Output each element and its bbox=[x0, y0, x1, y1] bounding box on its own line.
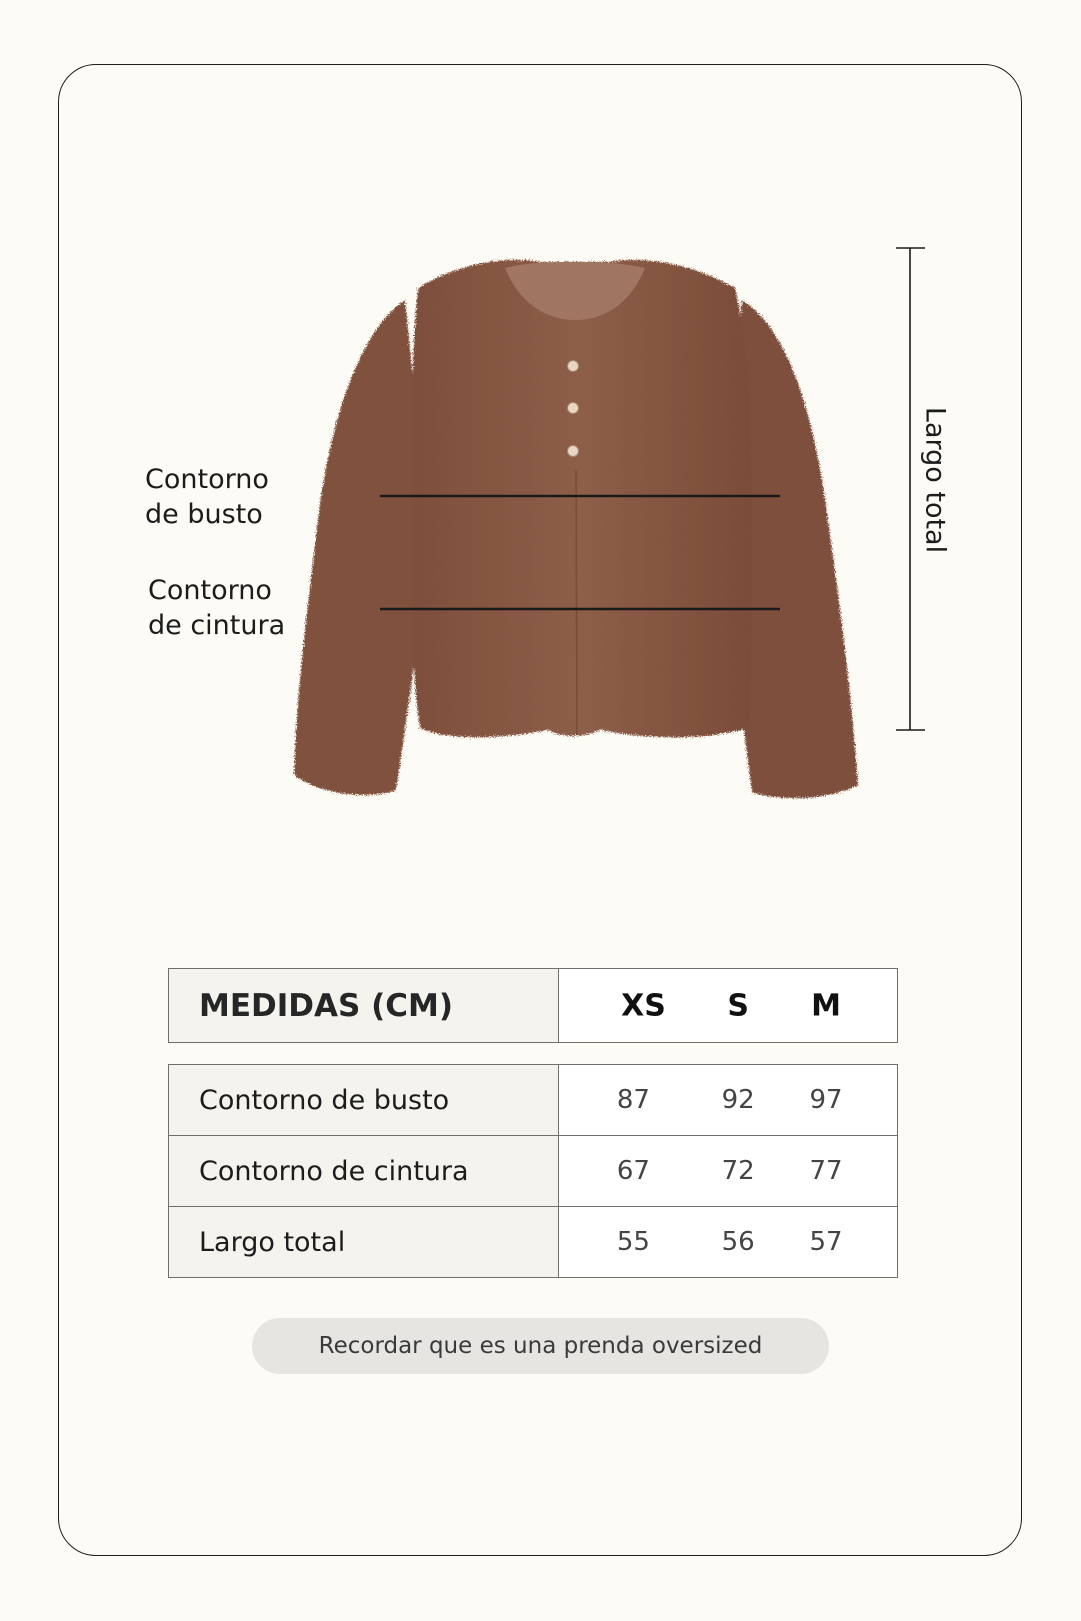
value-cell: 67 bbox=[616, 1156, 650, 1186]
value-cell: 77 bbox=[809, 1156, 843, 1186]
length-label: Largo total bbox=[919, 406, 951, 554]
button-icon bbox=[568, 446, 579, 457]
header-title-cell bbox=[169, 969, 559, 1043]
size-s: S bbox=[727, 988, 749, 1023]
row-label: Contorno de busto bbox=[199, 1084, 450, 1116]
size-xs: XS bbox=[621, 988, 666, 1023]
button-icon bbox=[568, 361, 579, 372]
value-cell: 87 bbox=[616, 1085, 650, 1115]
value-cell: 57 bbox=[809, 1227, 843, 1257]
bust-label: Contorno de busto bbox=[145, 464, 269, 530]
table-title: MEDIDAS (CM) bbox=[199, 987, 454, 1024]
size-table-header bbox=[168, 968, 898, 1043]
row-label: Contorno de cintura bbox=[199, 1155, 469, 1187]
header-sizes-cell bbox=[559, 969, 898, 1043]
waist-label: Contorno de cintura bbox=[148, 575, 286, 641]
value-cell: 97 bbox=[809, 1085, 843, 1115]
oversized-note: Recordar que es una prenda oversized bbox=[252, 1318, 829, 1374]
button-icon bbox=[568, 403, 579, 414]
table-row bbox=[169, 1207, 898, 1278]
size-table-body bbox=[168, 1064, 898, 1278]
table-row bbox=[169, 1065, 898, 1136]
value-cell: 72 bbox=[721, 1156, 755, 1186]
table-row bbox=[169, 1136, 898, 1207]
value-cell: 55 bbox=[616, 1227, 650, 1257]
size-m: M bbox=[811, 988, 841, 1023]
value-cell: 56 bbox=[721, 1227, 755, 1257]
value-cell: 92 bbox=[721, 1085, 755, 1115]
row-label: Largo total bbox=[199, 1226, 346, 1258]
